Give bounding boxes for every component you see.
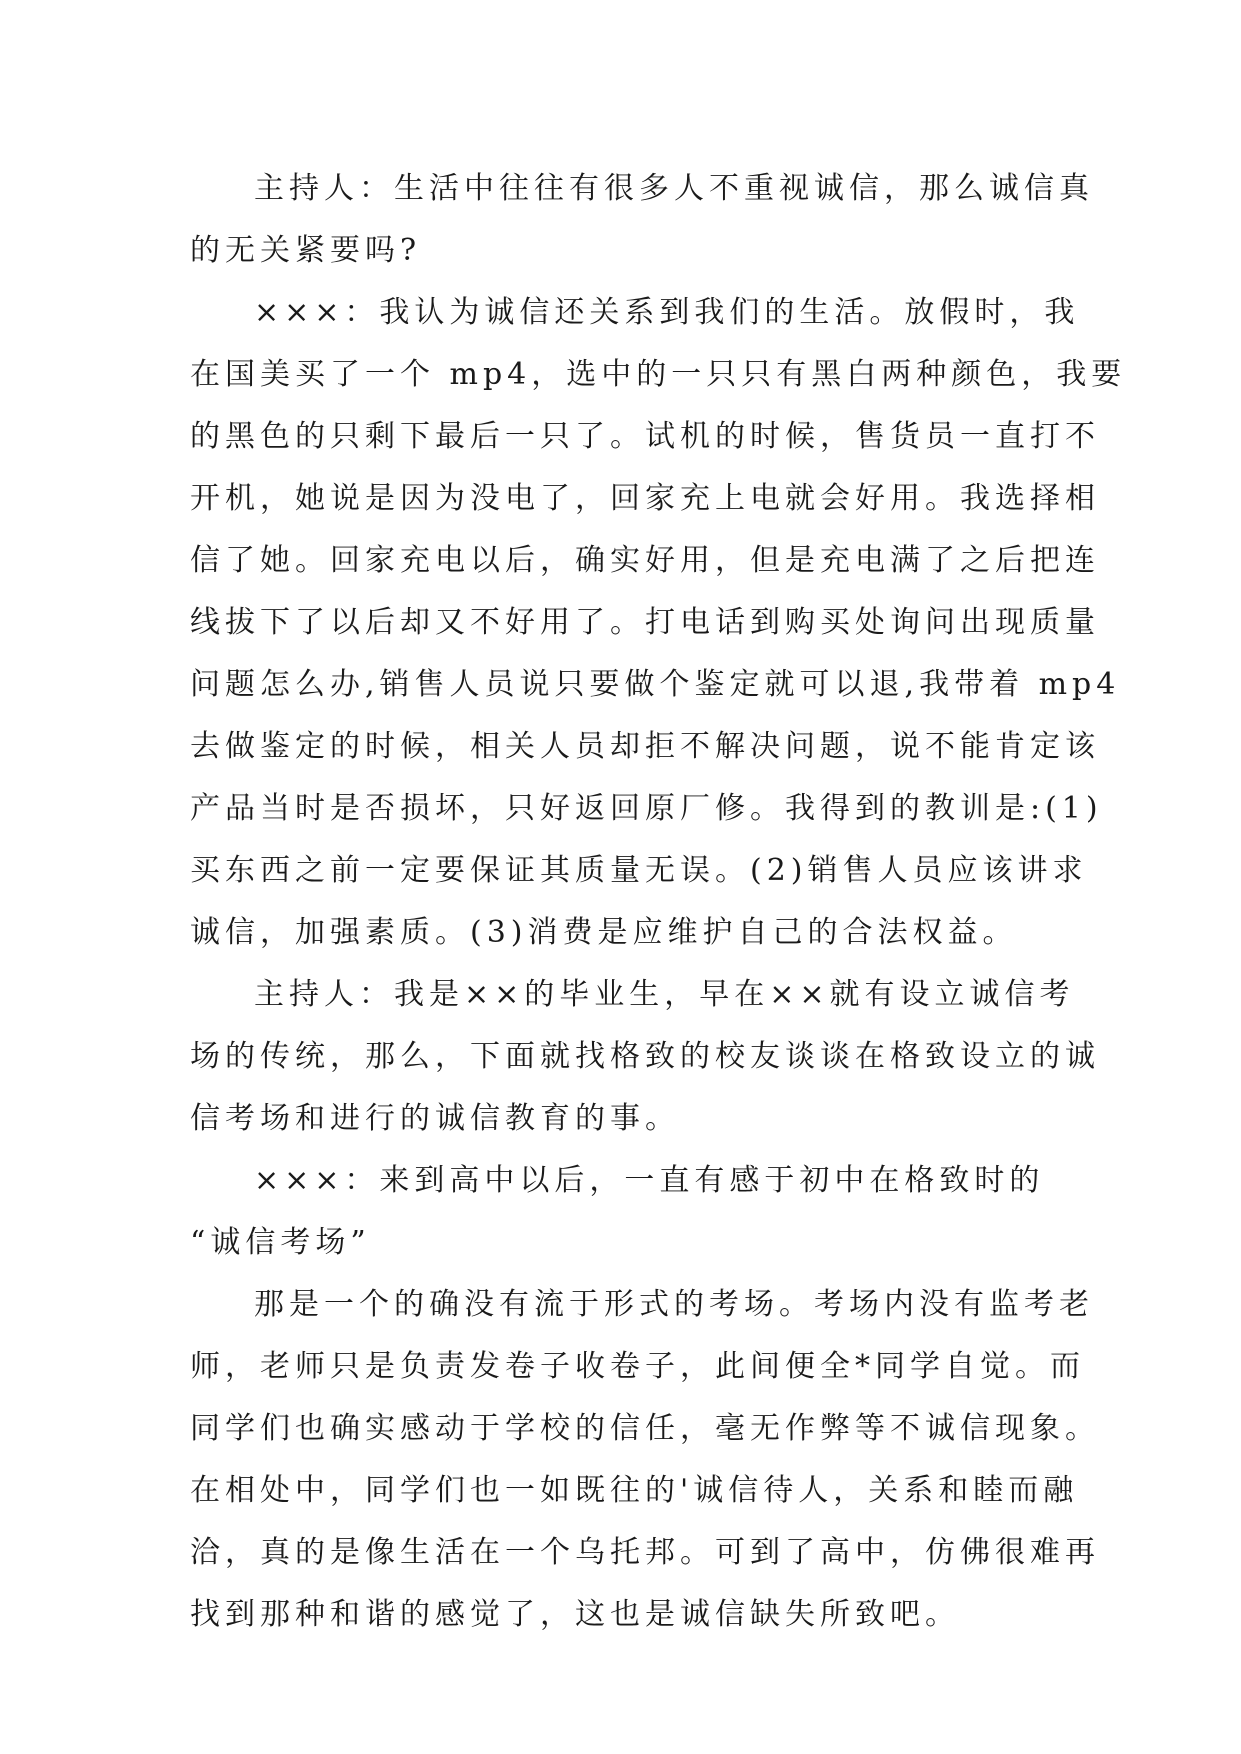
paragraph-line: 那是一个的确没有流于形式的考场。考场内没有监考老 (254, 1287, 1094, 1322)
paragraph-line: 在相处中，同学们也一如既往的'诚信待人，关系和睦而融 (190, 1473, 1079, 1508)
paragraph-line: 的无关紧要吗? (190, 233, 422, 268)
paragraph-line: 开机，她说是因为没电了，回家充上电就会好用。我选择相 (190, 481, 1100, 516)
paragraph-line: 找到那种和谐的感觉了，这也是诚信缺失所致吧。 (190, 1597, 960, 1632)
paragraph-line: 洽，真的是像生活在一个乌托邦。可到了高中，仿佛很难再 (190, 1535, 1100, 1570)
paragraph-line: 在国美买了一个 mp4，选中的一只只有黑白两种颜色，我要 (190, 357, 1127, 392)
paragraph-line: 线拔下了以后却又不好用了。打电话到购买处询问出现质量 (190, 605, 1100, 640)
paragraph-line: 产品当时是否损坏，只好返回原厂修。我得到的教训是:(1) (190, 791, 1103, 826)
paragraph-line: ×××：来到高中以后，一直有感于初中在格致时的 (254, 1163, 1045, 1198)
paragraph-line: 去做鉴定的时候，相关人员却拒不解决问题，说不能肯定该 (190, 729, 1100, 764)
paragraph-line: 同学们也确实感动于学校的信任，毫无作弊等不诚信现象。 (190, 1411, 1100, 1446)
paragraph-line: 主持人：生活中往往有很多人不重视诚信，那么诚信真 (254, 171, 1094, 206)
paragraph-line: 诚信，加强素质。(3)消费是应维护自己的合法权益。 (190, 915, 1018, 950)
paragraph-line: 师，老师只是负责发卷子收卷子，此间便全*同学自觉。而 (190, 1349, 1085, 1384)
paragraph-line: 的黑色的只剩下最后一只了。试机的时候，售货员一直打不 (190, 419, 1100, 454)
paragraph-line: 场的传统，那么，下面就找格致的校友谈谈在格致设立的诚 (190, 1039, 1100, 1074)
body-text (190, 158, 1127, 1646)
paragraph-line: 信了她。回家充电以后，确实好用，但是充电满了之后把连 (190, 543, 1100, 578)
paragraph-line: ×××：我认为诚信还关系到我们的生活。放假时，我 (254, 295, 1080, 330)
paragraph-line: 买东西之前一定要保证其质量无误。(2)销售人员应该讲求 (190, 853, 1088, 888)
paragraph-line: 主持人：我是××的毕业生，早在××就有设立诚信考 (254, 977, 1075, 1012)
paragraph-line: 问题怎么办,销售人员说只要做个鉴定就可以退,我带着 mp4 (190, 667, 1121, 702)
paragraph-line: 信考场和进行的诚信教育的事。 (190, 1101, 680, 1136)
paragraph-line: “诚信考场” (190, 1225, 371, 1260)
